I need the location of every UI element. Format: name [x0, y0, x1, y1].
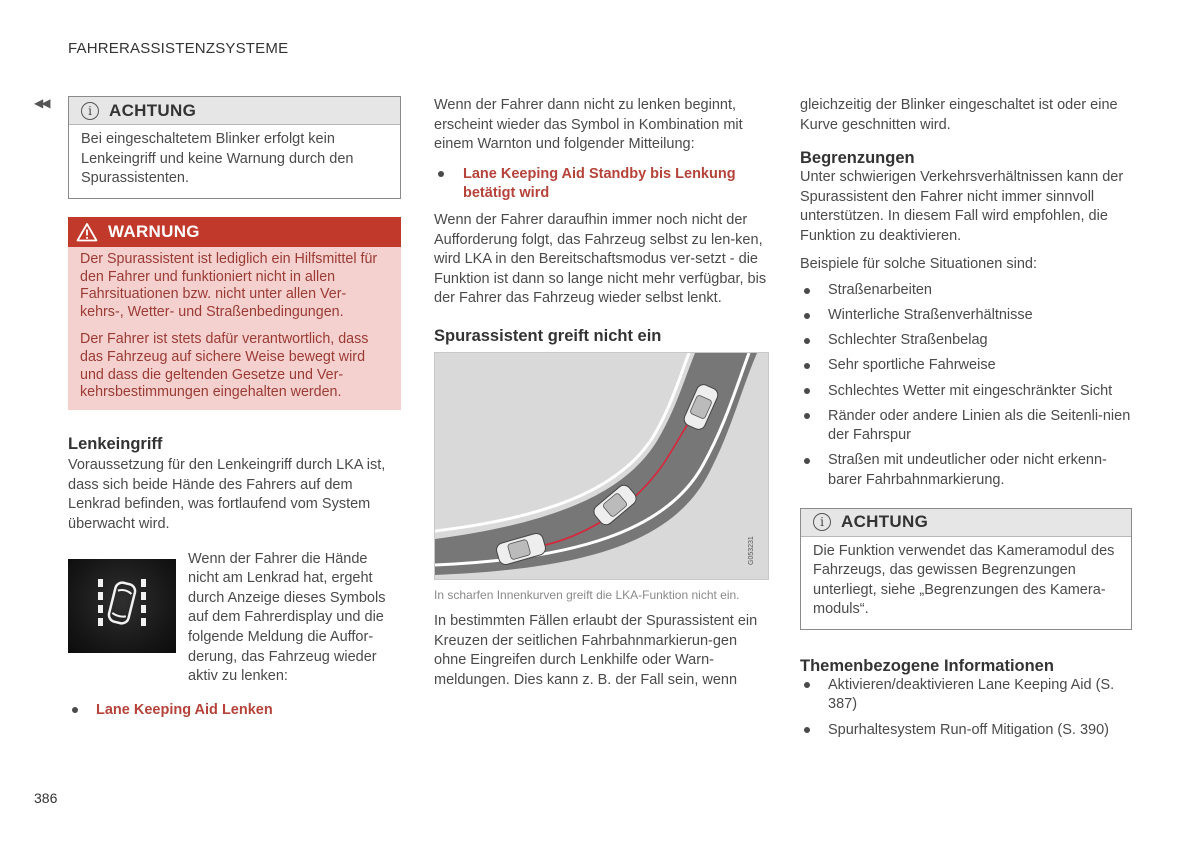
warning-box-header	[68, 217, 401, 247]
related-list	[800, 676, 1132, 740]
bullet-lane-keeping-aid-lenken: Lane Keeping Aid Lenken	[68, 701, 401, 721]
list-item: Straßenarbeiten	[800, 281, 1132, 301]
lenkeingriff-heading: Lenkeingriff	[68, 435, 163, 454]
note-text: Die Funktion verwendet das Kameramodul des Fahrzeugs, das gewissen Begrenzungen unterliegt, siehe „Begrenzungen des Kamera-moduls“.	[813, 542, 1115, 618]
list-item: Straßen mit undeutlicher oder nicht erkenn-barer Fahrbahnmarkierung.	[800, 451, 1132, 490]
lka-symbol-block	[68, 550, 401, 687]
lka-hands-off-symbol	[68, 559, 176, 653]
list-item: Ränder oder andere Linien als die Seitenli-nien der Fahrspur	[800, 407, 1132, 446]
spurassistent-heading: Spurassistent greift nicht ein	[434, 326, 662, 345]
beispiele-intro: Beispiele für solche Situationen sind:	[800, 255, 1037, 272]
list-item: Winterliche Straßenverhältnisse	[800, 306, 1132, 326]
note-box-header	[69, 97, 400, 125]
list-item: Schlechter Straßenbelag	[800, 331, 1132, 351]
lka-curve-figure	[434, 352, 769, 580]
double-chevron-left-icon[interactable]: ◀◀	[34, 96, 49, 110]
related-link-run-off[interactable]: Spurhaltesystem Run-off Mitigation (S. 390)	[800, 721, 1132, 741]
list-item: Schlechtes Wetter mit eingeschränkter Sicht	[800, 382, 1132, 402]
note-text: Bei eingeschaltetem Blinker erfolgt kein Lenkeingriff und keine Warnung durch den Spurassistenten.	[81, 131, 354, 187]
column-3	[800, 96, 1132, 740]
begrenzungen-text: Unter schwierigen Verkehrsverhältnissen kann der Spurassistent den Fahrer nicht immer sinnvoll unterstützen. In diesem Fall wird empfohlen, die Funktion zu deaktivieren.	[800, 169, 1124, 244]
curve-road-illustration	[435, 353, 768, 579]
beispiele-list	[800, 281, 1132, 490]
col3-paragraph-1: gleichzeitig der Blinker eingeschaltet ist oder eine Kurve geschnitten wird.	[800, 97, 1118, 133]
related-link-aktivieren[interactable]: Aktivieren/deaktivieren Lane Keeping Aid (S. 387)	[800, 676, 1132, 715]
figure-code: G053231	[748, 536, 755, 565]
info-icon: i	[813, 513, 831, 531]
lenkeingriff-text: Voraussetzung für den Lenkeingriff durch LKA ist, dass sich beide Hände des Fahrers auf dem Lenkrad befinden, was fortlaufend vom System überwacht wird.	[68, 457, 386, 532]
col2-paragraph-3: In bestimmten Fällen erlaubt der Spurassistent ein Kreuzen der seitlichen Fahrbahnmarkierun-gen ohne Eingreifen durch Lenkhilfe oder Warn-meldungen. Dies kann z. B. der Fall sein, wenn	[434, 612, 758, 688]
note-box	[68, 96, 401, 199]
col2-paragraph-2: Wenn der Fahrer daraufhin immer noch nicht der Aufforderung folgt, das Fahrzeug selbst zu len-ken, wird LKA in den Bereitschaftsmodus ver-setzt - die Funktion ist dann so lange nicht mehr verfügbar, bis der Fahrer das Fahrzeug wieder selbst lenkt.	[434, 211, 767, 307]
warning-paragraph-2: Der Fahrer ist stets dafür verantwortlich, dass das Fahrzeug auf sichere Weise bewegt wird und dass die geltenden Gesetze und Ver-kehrsbestimmungen eingehalten werden.	[80, 330, 369, 401]
lka-symbol-text: Wenn der Fahrer die Hände nicht am Lenkrad hat, ergeht durch Anzeige dieses Symbols auf dem Fahrerdisplay und die folgende Meldung die Auffor-derung, das Fahrzeug wieder aktiv zu lenken:	[188, 550, 386, 685]
warning-box	[68, 217, 401, 410]
begrenzungen-heading: Begrenzungen	[800, 149, 915, 168]
column-1	[68, 96, 401, 720]
list-item: Sehr sportliche Fahrweise	[800, 356, 1132, 376]
lane-car-icon	[68, 559, 176, 653]
bullet-lane-keeping-aid-standby: Lane Keeping Aid Standby bis Lenkung betätigt wird	[434, 165, 769, 204]
info-icon: i	[81, 102, 99, 120]
related-info-heading: Themenbezogene Informationen	[800, 656, 1054, 675]
warning-title: WARNUNG	[108, 221, 200, 241]
note-box-header	[801, 509, 1131, 537]
column-2	[434, 96, 769, 690]
note-body	[69, 125, 400, 198]
warning-triangle-icon	[76, 222, 98, 242]
note-title: ACHTUNG	[109, 100, 197, 120]
warning-paragraph-1: Der Spurassistent ist lediglich ein Hilfsmittel für den Fahrer und funktioniert nicht in allen Fahrsituationen bzw. nicht unter allen Ver-kehrs-, Wetter- und Straßenbedingungen.	[80, 250, 378, 321]
page-number: 386	[34, 790, 58, 806]
warning-body	[68, 247, 401, 410]
figure-caption: In scharfen Innenkurven greift die LKA-Funktion nicht ein.	[434, 587, 740, 602]
col2-paragraph-1: Wenn der Fahrer dann nicht zu lenken beginnt, erscheint wieder das Symbol in Kombination mit einem Warnton und folgender Mitteilung:	[434, 97, 743, 153]
note-box-camera	[800, 508, 1132, 630]
note-body	[801, 537, 1131, 629]
note-title: ACHTUNG	[841, 512, 929, 531]
section-title: FAHRERASSISTENZSYSTEME	[68, 40, 289, 57]
